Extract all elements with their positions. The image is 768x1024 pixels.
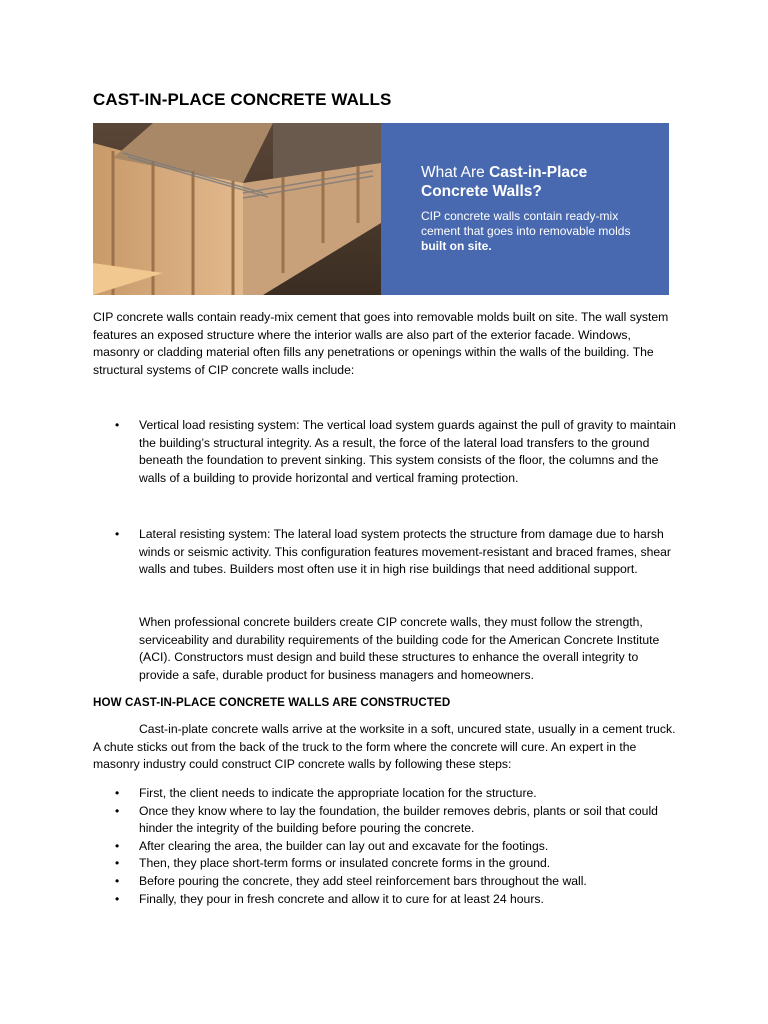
- bullet-icon: •: [115, 856, 120, 871]
- list-item-text: First, the client needs to indicate the appropriate location for the structure.: [139, 786, 537, 800]
- list-item: [93, 873, 678, 891]
- list-item-text: Before pouring the concrete, they add steel reinforcement bars throughout the wall.: [139, 873, 587, 888]
- list-item: [93, 855, 678, 873]
- list-item: [93, 838, 678, 856]
- section-heading: HOW CAST-IN-PLACE CONCRETE WALLS ARE CONSTRUCTED: [93, 696, 451, 709]
- list-item-text: Once they know where to lay the foundation, the builder removes debris, plants or soil that could hinder the integrity of the building before pouring the concrete.: [139, 803, 658, 836]
- aci-paragraph: When professional concrete builders create CIP concrete walls, they must follow the strength, serviceability and durability requirements of the building code for the American Concrete Institute (ACI). Constructors must design and build these structures to enhance the overall integrity to provide a safe, durable product for business managers and homeowners.: [139, 615, 660, 682]
- hero-banner: [93, 123, 669, 295]
- steps-list: [93, 785, 678, 908]
- bullet-icon: •: [115, 786, 120, 800]
- systems-list-2: [93, 526, 678, 579]
- list-item: [93, 526, 678, 579]
- hero-subtext-body: CIP concrete walls contain ready-mix cement that goes into removable molds: [421, 209, 631, 238]
- list-item-text: Then, they place short-term forms or insulated concrete forms in the ground.: [139, 856, 551, 871]
- bullet-icon: •: [115, 873, 120, 888]
- bullet-icon: •: [115, 527, 120, 541]
- formwork-photo: [93, 123, 381, 295]
- hero-heading-prefix: What Are: [421, 164, 490, 181]
- hero-heading: [421, 163, 651, 201]
- hero-text-panel: [381, 123, 669, 295]
- list-item: [93, 417, 678, 487]
- list-item: [93, 785, 678, 803]
- list-item-text: Finally, they pour in fresh concrete and allow it to cure for at least 24 hours.: [139, 891, 544, 906]
- hero-heading-bold: Cast-in-Place Concrete Walls?: [421, 164, 588, 200]
- document-title: CAST-IN-PLACE CONCRETE WALLS: [93, 90, 392, 109]
- hero-subtext: [421, 209, 651, 254]
- list-item-text: After clearing the area, the builder can lay out and excavate for the footings.: [139, 838, 549, 853]
- bullet-icon: •: [115, 418, 120, 432]
- bullet-icon: •: [115, 838, 120, 853]
- list-item-text: Vertical load resisting system: The vertical load system guards against the pull of gravity to maintain the building’s structural integrity. As a result, the force of the lateral load transfers to the ground beneath the foundation to prevent sinking. This system consists of the floor, the columns and the walls of a building to provide horizontal and vertical framing protection.: [139, 418, 676, 485]
- bullet-icon: •: [115, 803, 120, 818]
- list-item: [93, 803, 678, 838]
- hero-subtext-bold: built on site.: [421, 239, 492, 253]
- intro-paragraph: CIP concrete walls contain ready-mix cement that goes into removable molds built on site. The wall system features an exposed structure where the interior walls are also part of the exterior facade. Windows, masonry or cladding material often fills any penetrations or openings within the walls of the building. The structural systems of CIP concrete walls include:: [93, 310, 669, 377]
- list-item: [93, 891, 678, 909]
- list-item-text: Lateral resisting system: The lateral load system protects the structure from damage due to harsh winds or seismic activity. This configuration features movement-resistant and braced frames, shear walls and tubes. Builders most often use it in high rise buildings that need additional support.: [139, 527, 671, 577]
- section-paragraph: Cast-in-plate concrete walls arrive at the worksite in a soft, uncured state, usually in a cement truck. A chute sticks out from the back of the truck to the form where the concrete will cure. An expert in the masonry industry could construct CIP concrete walls by following these steps:: [93, 722, 676, 772]
- bullet-icon: •: [115, 891, 120, 906]
- systems-list-1: [93, 417, 678, 487]
